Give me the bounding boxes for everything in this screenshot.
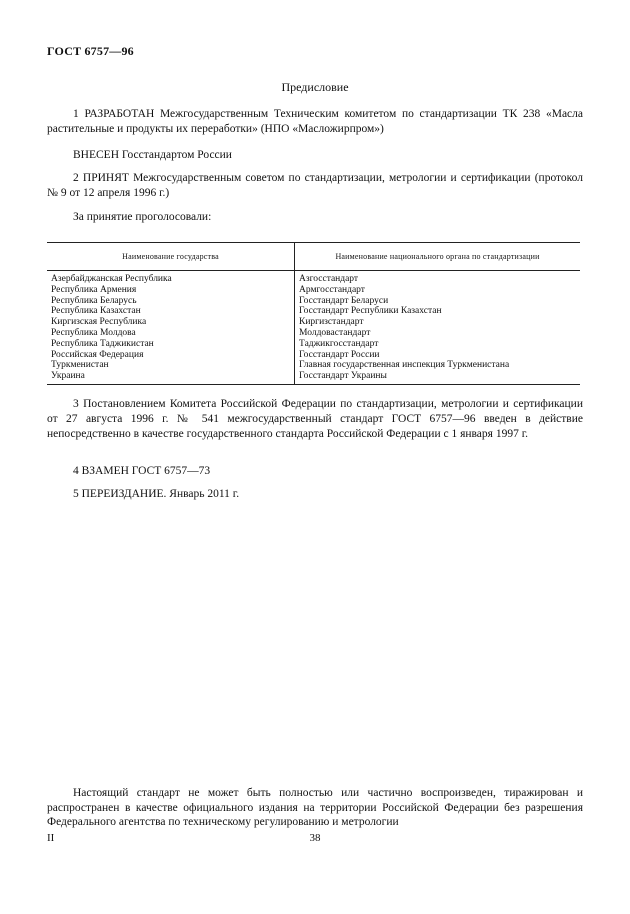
voted-text: За принятие проголосовали: bbox=[73, 211, 212, 223]
item-5-reissue bbox=[47, 487, 583, 502]
preface-title: Предисловие bbox=[281, 80, 349, 94]
item-5-lead: ПЕРЕИЗДАНИЕ. bbox=[81, 488, 167, 500]
body-cell: Таджикгосстандарт bbox=[299, 338, 379, 349]
body-cell: Молдовастандарт bbox=[299, 327, 371, 338]
page-number: 38 bbox=[309, 832, 321, 844]
state-cell: Российская Федерация bbox=[47, 350, 295, 361]
copyright-notice: Настоящий стандарт не может быть полностью или частично воспроизведен, тиражирован и распространен в качестве официального издания на территории Российской Федерации без разрешения Федерального агентства по техническому регулированию и метрологии bbox=[47, 787, 583, 828]
item-5-text: Январь 2011 г. bbox=[169, 488, 240, 500]
table-header-row bbox=[47, 243, 580, 271]
item-2-text: Межгосударственным советом по стандартизации, метрологии и сертификации (протокол № 9 от 12 апреля 1996 г.) bbox=[47, 172, 584, 199]
item-2-number: 2 bbox=[73, 172, 79, 184]
state-cell: Азербайджанская Республика bbox=[47, 271, 295, 285]
item-1-developed bbox=[47, 107, 583, 137]
body-cell: Госстандарт Беларуси bbox=[299, 295, 389, 306]
body-cell: Армгосстандарт bbox=[299, 284, 365, 295]
state-cell: Киргизская Республика bbox=[47, 317, 295, 328]
table-row bbox=[47, 339, 580, 350]
table-row bbox=[47, 350, 580, 361]
item-4-text: ВЗАМЕН ГОСТ 6757—73 bbox=[81, 465, 211, 477]
item-1-text: Межгосударственным Техническим комитетом по стандартизации ТК 238 «Масла растительные и продукты их переработки» (НПО «Масложирпром») bbox=[47, 108, 583, 135]
introduced-lead: ВНЕСЕН bbox=[73, 149, 119, 161]
state-cell: Республика Армения bbox=[47, 285, 295, 296]
table-row bbox=[47, 317, 580, 328]
body-cell: Азгосстандарт bbox=[299, 274, 359, 284]
roman-page-number: II bbox=[47, 832, 55, 844]
body-cell: Главная государственная инспекция Туркменистана bbox=[299, 360, 510, 371]
item-4-replaces bbox=[47, 464, 583, 479]
document-code: ГОСТ 6757—96 bbox=[47, 44, 134, 58]
state-cell: Республика Молдова bbox=[47, 328, 295, 339]
body-cell: Госстандарт Украины bbox=[299, 371, 387, 382]
body-cell: Киргизстандарт bbox=[299, 317, 364, 328]
table-row bbox=[47, 271, 580, 285]
header-national-body: Наименование национального органа по стандартизации bbox=[295, 243, 581, 271]
item-1-number: 1 bbox=[73, 108, 79, 120]
header-state: Наименование государства bbox=[47, 243, 295, 271]
introduced-line bbox=[47, 148, 583, 163]
item-1-lead: РАЗРАБОТАН bbox=[84, 108, 155, 120]
state-cell: Республика Казахстан bbox=[47, 306, 295, 317]
introduced-text: Госстандартом России bbox=[121, 149, 232, 161]
state-cell: Республика Беларусь bbox=[47, 296, 295, 307]
item-3-enacted: 3 Постановлением Комитета Российской Федерации по стандартизации, метрологии и сертификации от 27 августа 1996 г. № 541 межгосударственный стандарт ГОСТ 6757—96 введен в действие непосредственно в качестве государственного стандарта Российской Федерации с 1 января 1997 г. bbox=[47, 398, 583, 440]
item-2-adopted bbox=[47, 171, 583, 201]
voting-states-table bbox=[47, 242, 580, 385]
state-cell: Туркменистан bbox=[47, 360, 295, 371]
state-cell: Украина bbox=[47, 371, 295, 384]
item-4-number: 4 bbox=[73, 465, 79, 477]
table-row bbox=[47, 371, 580, 384]
table-row bbox=[47, 328, 580, 339]
table-row bbox=[47, 285, 580, 296]
item-5-number: 5 bbox=[73, 488, 79, 500]
table-row bbox=[47, 360, 580, 371]
table-row bbox=[47, 306, 580, 317]
state-cell: Республика Таджикистан bbox=[47, 339, 295, 350]
table-row bbox=[47, 296, 580, 307]
body-cell: Госстандарт России bbox=[299, 349, 380, 360]
item-2-lead: ПРИНЯТ bbox=[82, 172, 129, 184]
body-cell: Госстандарт Республики Казахстан bbox=[299, 306, 442, 317]
